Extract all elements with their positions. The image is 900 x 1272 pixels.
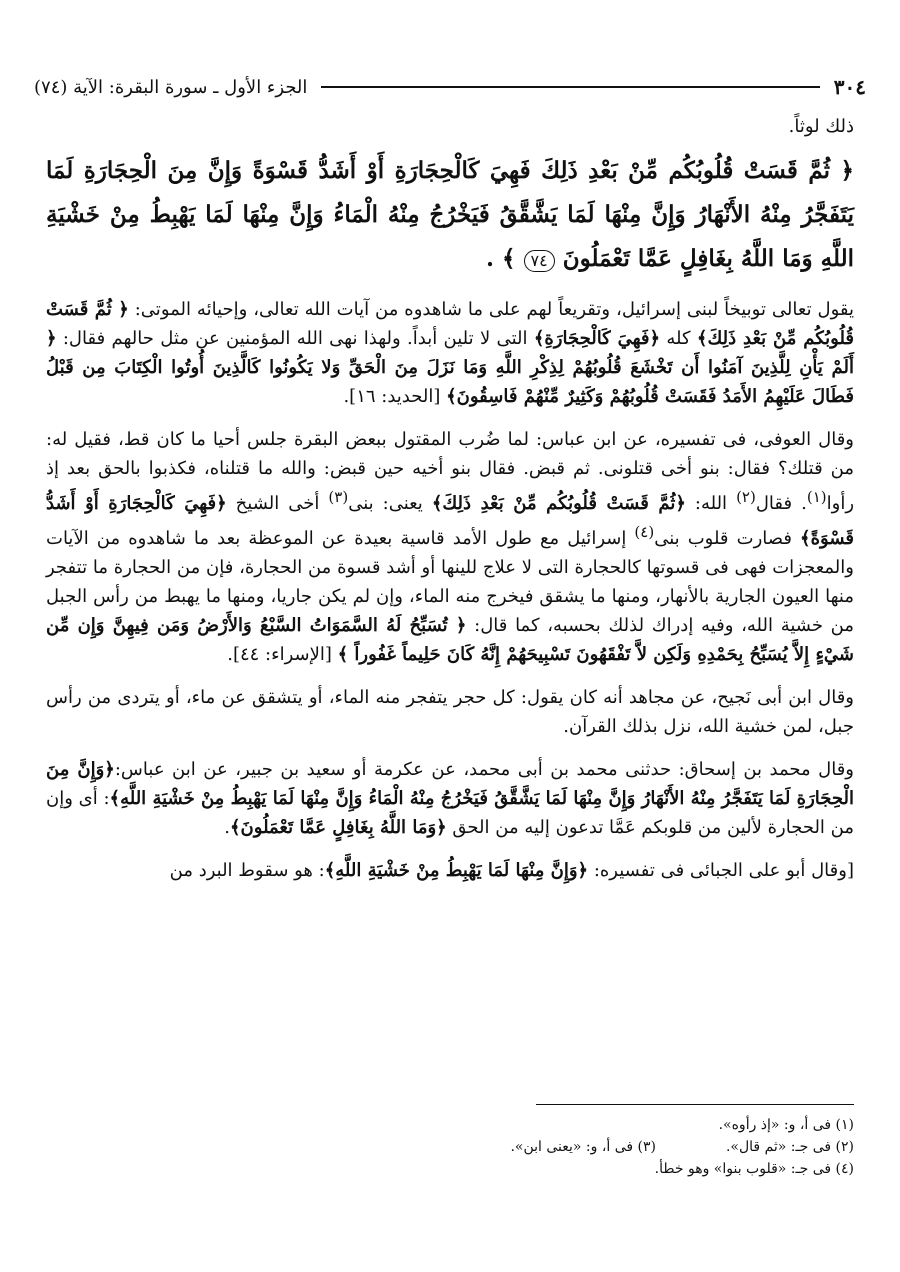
footnote-4: (٤) فى جـ: «قلوب بنوا» وهو خطأ.	[654, 1161, 854, 1177]
quran-quote: ﴿وَمَا اللَّهُ بِغَافِلٍ عَمَّا تَعْمَلُونَ﴾	[230, 817, 447, 838]
page-body	[46, 112, 854, 885]
quran-verse	[46, 149, 854, 281]
verse-text: ثُمَّ قَسَتْ قُلُوبُكُم مِّنْ بَعْدِ ذَلِكَ فَهِيَ كَالْحِجَارَةِ أَوْ أَشَدُّ قَسْوَةً وَإِنَّ مِنَ الْحِجَارَةِ لَمَا يَتَفَجَّرُ مِنْهُ الأَنْهَارُ وَإِنَّ مِنْهَا لَمَا يَشَّقَّقُ فَيَخْرُجُ مِنْهُ الْمَاءُ وَإِنَّ مِنْهَا لَمَا يَهْبِطُ مِنْ خَشْيَةِ اللَّهِ وَمَا اللَّهُ بِغَافِلٍ عَمَّا تَعْمَلُونَ	[46, 157, 854, 272]
quran-quote: ﴿وَإِنَّ مِنْهَا لَمَا يَهْبِطُ مِنْ خَشْيَةِ اللَّهِ﴾	[324, 860, 589, 881]
text-run: وقال محمد بن إسحاق: حدثنى محمد بن أبى محمد، عن عكرمة أو سعيد بن جبير، عن ابن عباس:	[114, 759, 855, 780]
paragraph-5	[46, 856, 854, 885]
text-run: التى لا تلين أبداً. ولهذا نهى الله المؤمنين عن مثل حالهم فقال:	[56, 328, 534, 349]
quran-quote: ﴿فَهِيَ كَالْحِجَارَةِ أَوْ أَشَدُّ قَسْوَةً﴾	[46, 493, 854, 549]
text-run: .	[224, 817, 230, 838]
paragraph-2	[46, 425, 854, 669]
text-run: : هو سقوط البرد من	[169, 860, 325, 881]
verse-close-bracket: ﴾ .	[485, 245, 516, 272]
paragraph-4	[46, 755, 854, 842]
running-header	[34, 72, 866, 102]
text-run: وقال العوفى، فى تفسيره، عن ابن عباس: لما ضُرب المقتول ببعض البقرة جلس أحيا ما كان قط، فقيل له: من قتلك؟ فقال: بنو أخى قتلونى. ثم قبض. فقال بنو أخيه حين قبض: والله ما قتلناه، فكذبوا بالحق بعد إذ رأوا	[46, 429, 855, 514]
text-run: [وقال أبو على الجبائى فى تفسيره:	[588, 860, 854, 881]
paragraph-3: وقال ابن أبى نَجيح، عن مجاهد أنه كان يقول: كل حجر يتفجر منه الماء، أو يتشقق عن ماء، أو يتردى من رأس جبل، لمن خشية الله، نزل بذلك القرآن.	[46, 687, 854, 737]
verse-open-bracket: ﴿	[840, 157, 854, 184]
header-rule	[321, 86, 819, 88]
footnote-separator	[536, 1104, 854, 1105]
header-title: الجزء الأول ـ سورة البقرة: الآية (٧٤)	[34, 76, 308, 98]
page-number: ٣٠٤	[833, 75, 866, 99]
footnote-ref[interactable]: (٤)	[634, 523, 655, 541]
text-run: كله	[660, 328, 697, 349]
text-run: أخى الشيخ	[226, 493, 329, 514]
text-run: فصارت قلوب بنى	[654, 528, 801, 549]
footnote-3: (٣) فى أ، و: «يعنى ابن».	[510, 1139, 656, 1155]
text-run: إسرائيل مع طول الأمد قاسية بعيدة عن الموعظة بعد ما شاهدوه من الآيات والمعجزات فهى فى قسوتها كالحجارة التى لا علاج للينها أو أشد قسوة من الحجارة، فإن من الحجارة ما تتفجر منها العيون الجارية بالأنهار، ومنها ما يشقق فيخرج منه الماء، وإن لم يكن جاريا، ومنها ما يهبط من رأس الجبل من خشية الله، وفيه إدراك لذلك بحسبه، كما قال:	[46, 528, 854, 636]
text-run: يقول تعالى توبيخاً لبنى إسرائيل، وتقريعاً لهم على ما شاهدوه من آيات الله تعالى، وإحيائه الموتى:	[128, 299, 854, 320]
footnotes	[46, 1114, 854, 1180]
quran-quote: ﴿ ثُمَّ قَسَتْ قُلُوبُكُم مِّنْ بَعْدِ ذَلِكَ﴾	[46, 299, 855, 349]
footnote-row	[46, 1136, 854, 1158]
text-run: : أى وإن من الحجارة لألين من قلوبكم عَمَّا تدعون إليه من الحق	[46, 788, 854, 838]
footnote-ref[interactable]: (١)	[806, 488, 827, 506]
quran-quote: ﴿ تُسَبِّحُ لَهُ السَّمَوَاتُ السَّبْعُ وَالأَرْضُ وَمَن فِيهِنَّ وَإِن مِّن شَيْءٍ إِلاَّ يُسَبِّحُ بِحَمْدِهِ وَلَكِن لاَّ تَفْقَهُونَ تَسْبِيحَهُمْ إِنَّهُ كَانَ حَلِيماً غَفُوراً ﴾	[46, 615, 854, 665]
paragraph-1	[46, 295, 854, 411]
intro-line: ذلك لوثاً.	[788, 116, 854, 137]
text-run: الله:	[685, 493, 737, 514]
footnote-1: (١) فى أ، و: «إذ رأوه».	[718, 1117, 854, 1133]
text-run: يعنى: بنى	[348, 493, 432, 514]
footnote-2: (٢) فى جـ: «ثم قال».	[725, 1139, 854, 1155]
footnote-ref[interactable]: (٣)	[328, 488, 349, 506]
quran-quote: ﴿فَهِيَ كَالْحِجَارَةِ﴾	[533, 328, 661, 349]
citation: [الإسراء: ٤٤].	[227, 644, 338, 665]
footnote-ref[interactable]: (٢)	[736, 488, 756, 506]
verse-number-marker: ٧٤	[524, 250, 555, 272]
quran-quote: ﴿ أَلَمْ يَأْنِ لِلَّذِينَ آمَنُوا أَن تَخْشَعَ قُلُوبُهُمْ لِذِكْرِ اللَّهِ وَمَا نَزَلَ مِنَ الْحَقِّ وَلا يَكُونُوا كَالَّذِينَ أُوتُوا الْكِتَابَ مِن قَبْلُ فَطَالَ عَلَيْهِمُ الأَمَدُ فَقَسَتْ قُلُوبُهُمْ وَكَثِيرٌ مِّنْهُمْ فَاسِقُونَ﴾	[46, 328, 854, 407]
quran-quote: ﴿ثُمَّ قَسَتْ قُلُوبُكُم مِّنْ بَعْدِ ذَلِكَ﴾	[431, 493, 686, 514]
citation: [الحديد: ١٦].	[343, 386, 447, 407]
quran-quote: ﴿وَإِنَّ مِنَ الْحِجَارَةِ لَمَا يَتَفَجَّرُ مِنْهُ الأَنْهَارُ وَإِنَّ مِنْهَا لَمَا يَشَّقَّقُ فَيَخْرُجُ مِنْهُ الْمَاءُ وَإِنَّ مِنْهَا لَمَا يَهْبِطُ مِنْ خَشْيَةِ اللَّهِ﴾	[46, 759, 855, 809]
text-run: . فقال	[755, 493, 807, 514]
